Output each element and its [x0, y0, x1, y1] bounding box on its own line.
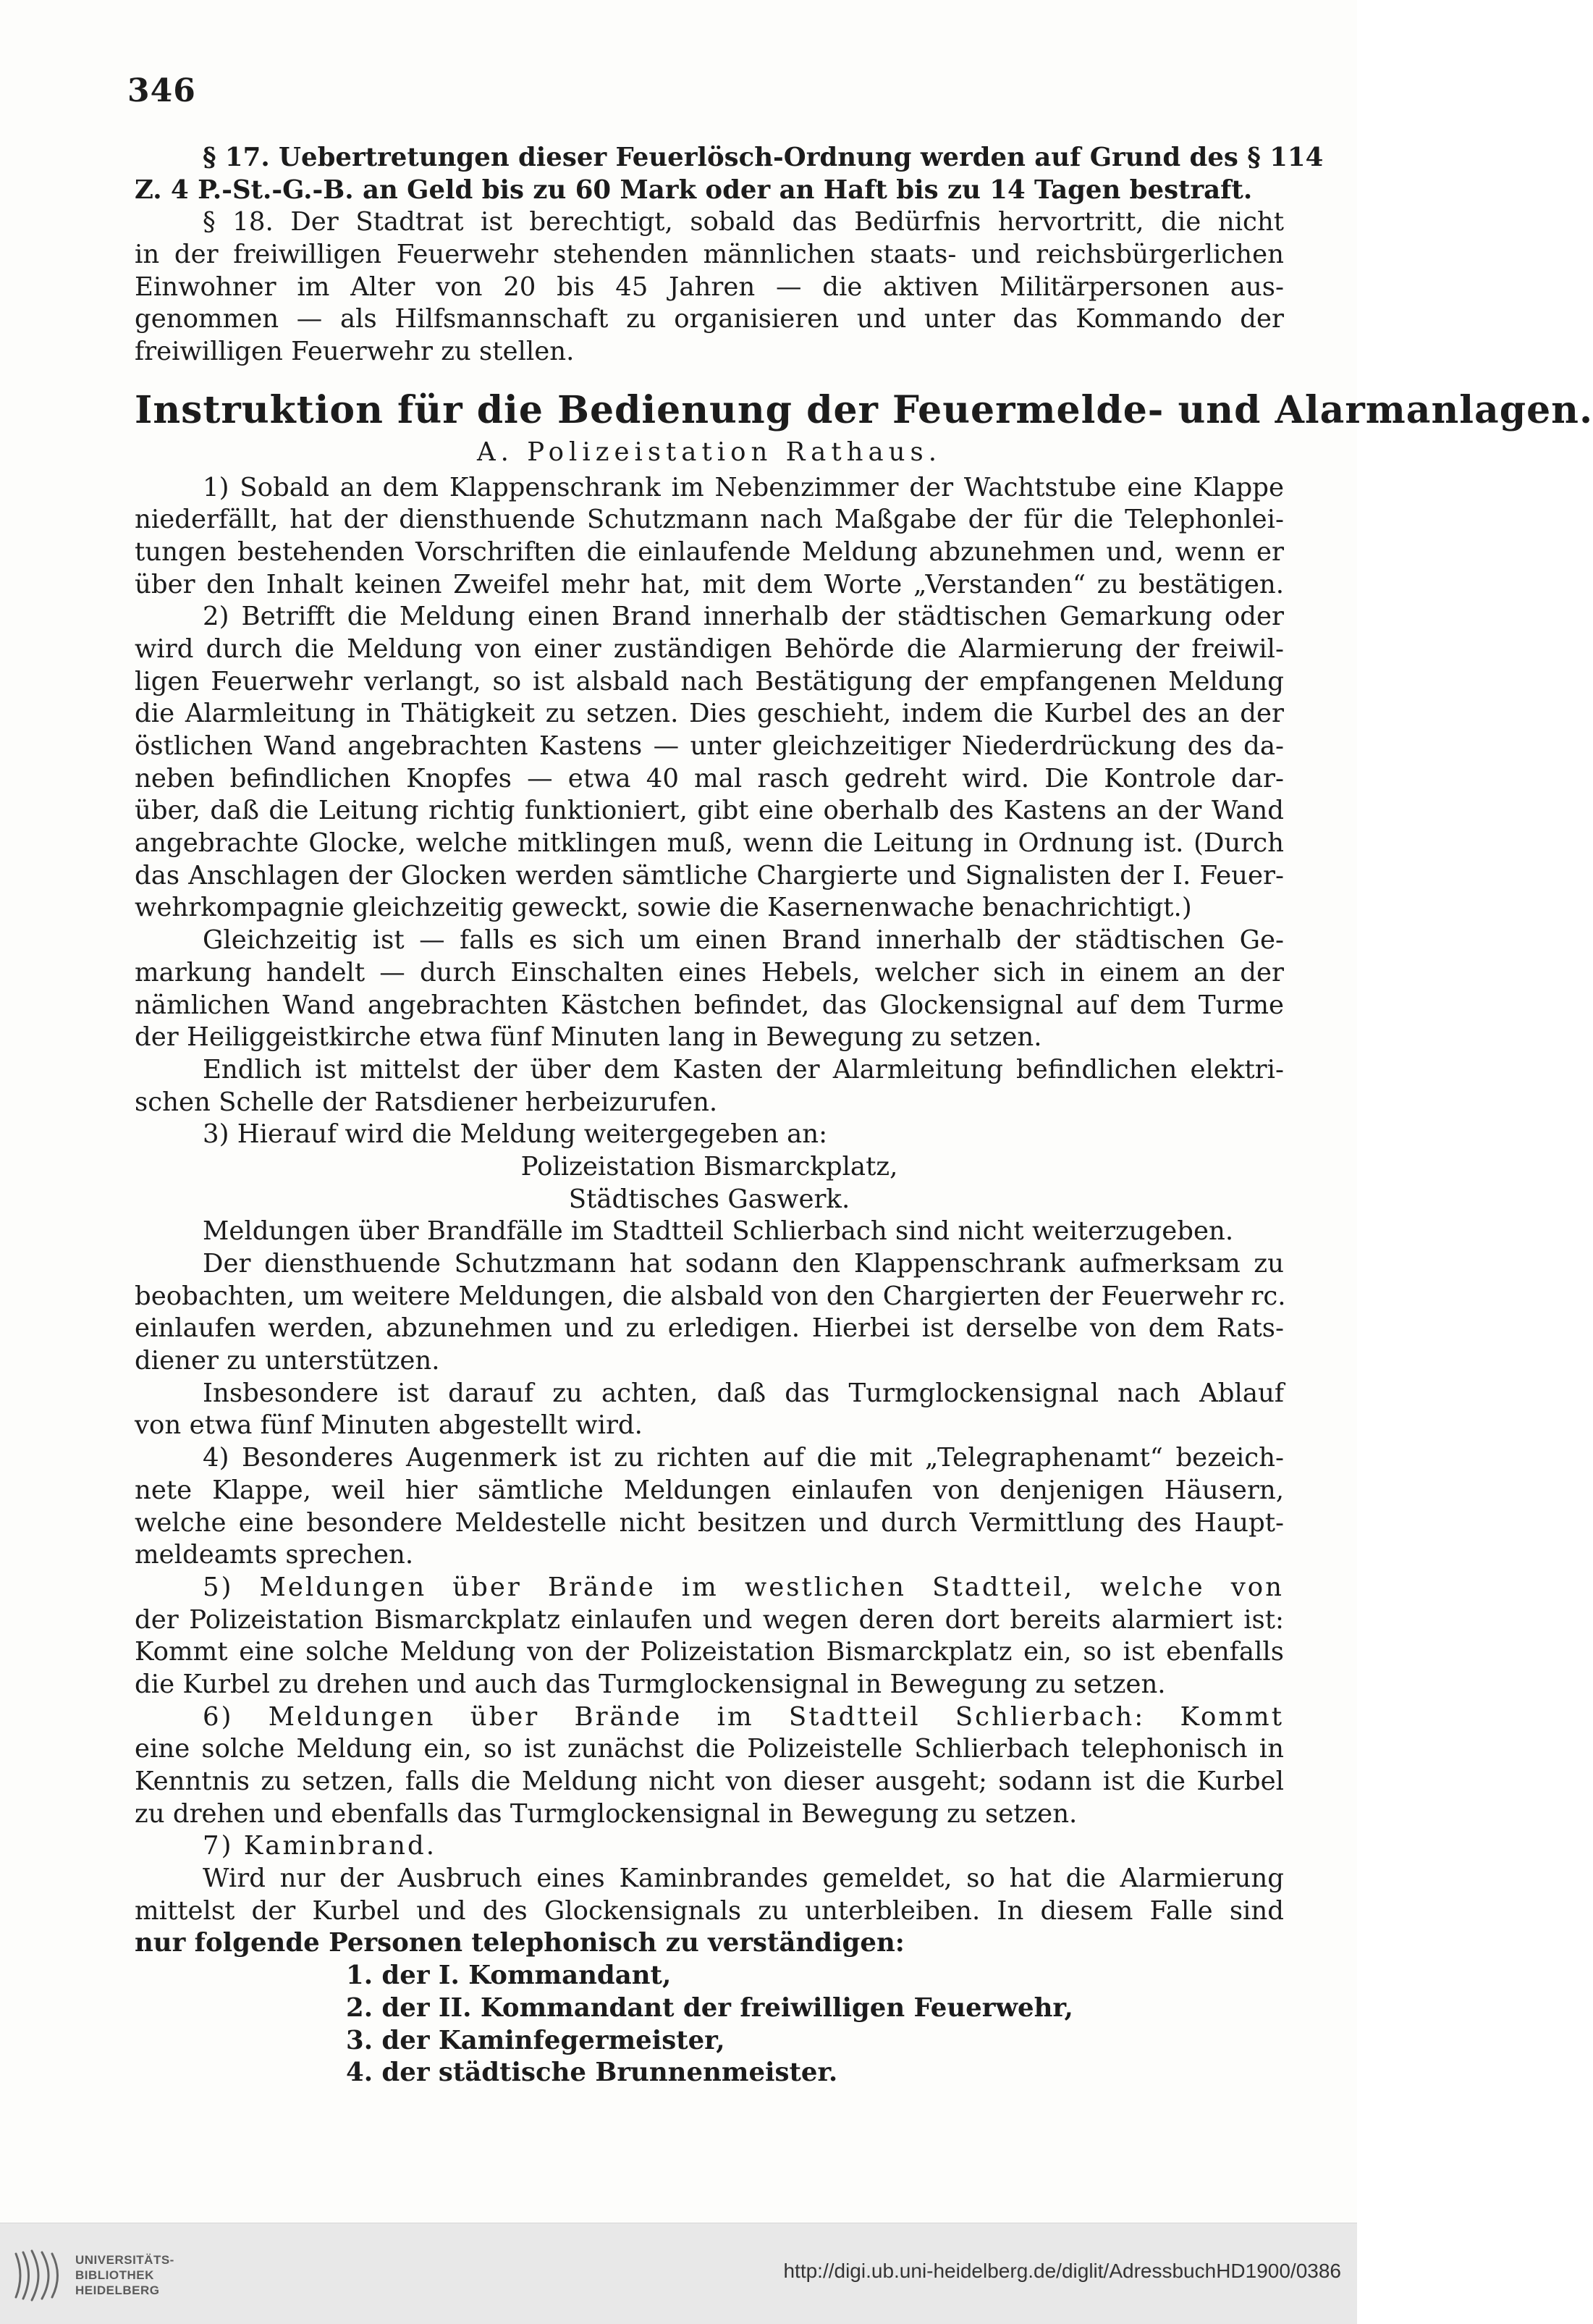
university-library-logo-icon [10, 2247, 67, 2303]
instruction-line: die Alarmleitung in Thätigkeit zu setzen. Dies geschieht, indem die Kurbel des an der [135, 699, 1284, 729]
instruction-line: Der diensthuende Schutzmann hat sodann den Klappenschrank aufmerksam zu [203, 1249, 1284, 1279]
instruction-2-continued [135, 925, 1284, 1054]
instruction-7 [135, 1830, 1284, 1960]
instruction-line: angebrachte Glocke, welche mitklingen muß, wenn die Leitung in Ordnung ist. (Durch [135, 828, 1284, 859]
instruction-5 [135, 1572, 1284, 1701]
instruction-line: der Polizeistation Bismarckplatz einlaufen und wegen deren dort bereits alarmiert ist: [135, 1604, 1284, 1635]
library-logo-text [75, 2252, 174, 2298]
instruction-line: von etwa fünf Minuten abgestellt wird. [135, 1410, 643, 1441]
paragraph-line: Z. 4 P.-St.-G.-B. an Geld bis zu 60 Mark oder an Haft bis zu 14 Tagen bestraft. [135, 174, 1253, 205]
logo-line: HEIDELBERG [75, 2283, 160, 2297]
instruction-line: niederfällt, hat der diensthuende Schutzmann nach Maßgabe der für die Telephonlei- [135, 505, 1284, 535]
recipient-line: Städtisches Gaswerk. [568, 1184, 850, 1214]
instruction-line: neben befindlichen Knopfes — etwa 40 mal rasch gedreht wird. Die Kontrole dar- [135, 763, 1284, 793]
instruction-line: östlichen Wand angebrachten Kastens — unter gleichzeitiger Niederdrückung des da- [135, 731, 1284, 761]
instruction-line: Endlich ist mittelst der über dem Kasten der Alarmleitung befindlichen elektri- [203, 1054, 1284, 1085]
footer-bar [0, 2223, 1357, 2324]
page-body [135, 142, 1593, 2089]
instruction-line: welche eine besondere Meldestelle nicht besitzen und durch Vermittlung des Haupt- [135, 1507, 1284, 1538]
instruction-6 [135, 1701, 1284, 1831]
instruction-line: nete Klappe, weil hier sämtliche Meldungen einlaufen von denjenigen Häusern, [135, 1475, 1284, 1505]
paragraph-line: § 17. Uebertretungen dieser Feuerlösch-Ordnung werden auf Grund des § 114 [203, 143, 1324, 172]
source-url-link[interactable]: http://digi.ub.uni-heidelberg.de/diglit/AdressbuchHD1900/0386 [783, 2260, 1341, 2282]
instruction-line: diener zu unterstützen. [135, 1346, 440, 1376]
instruction-line: 4) Besonderes Augenmerk ist zu richten auf die mit „Telegraphenamt“ bezeich- [203, 1443, 1284, 1473]
instruction-4 [135, 1442, 1284, 1572]
paragraph-line: genommen — als Hilfsmannschaft zu organisieren und unter das Kommando der [135, 304, 1284, 334]
paragraph-line: freiwilligen Feuerwehr zu stellen. [135, 337, 575, 367]
paragraph-line: in der freiwilligen Feuerwehr stehenden männlichen staats- und reichsbürgerlichen [135, 240, 1284, 270]
list-item: 4. der städtische Brunnenmeister. [346, 2058, 838, 2088]
instruction-line: über den Inhalt keinen Zweifel mehr hat, mit dem Worte „Verstanden“ zu bestätigen. [135, 569, 1284, 599]
instruction-line: schen Schelle der Ratsdiener herbeizurufen. [135, 1087, 718, 1117]
instruction-line: nämlichen Wand angebrachten Kästchen befindet, das Glockensignal auf dem Turme [135, 990, 1284, 1020]
paragraph-17 [135, 142, 1324, 206]
instruction-3 [135, 1119, 1284, 1442]
instruction-line: die Kurbel zu drehen und auch das Turmglockensignal in Bewegung zu setzen. [135, 1669, 1166, 1699]
instruction-line: Kommt eine solche Meldung von der Polizeistation Bismarckplatz ein, so ist ebenfalls [135, 1637, 1284, 1667]
instruction-line: Gleichzeitig ist — falls es sich um einen Brand innerhalb der städtischen Ge- [203, 925, 1284, 956]
paragraph-line: § 18. Der Stadtrat ist berechtigt, sobald das Bedürfnis hervortritt, die nicht [203, 207, 1284, 237]
instruction-line: tungen bestehenden Vorschriften die einlaufende Meldung abzunehmen und, wenn er [135, 536, 1284, 567]
logo-line: UNIVERSITÄTS- [75, 2253, 174, 2267]
instruction-line: über, daß die Leitung richtig funktioniert, gibt eine oberhalb des Kastens an der Wand [135, 796, 1284, 826]
paragraph-line: Einwohner im Alter von 20 bis 45 Jahren — die aktiven Militärpersonen aus- [135, 271, 1284, 302]
page-number: 346 [127, 72, 196, 109]
instruction-line: das Anschlagen der Glocken werden sämtliche Chargierte und Signalisten der I. Feuer- [135, 860, 1284, 891]
instruction-line: der Heiliggeistkirche etwa fünf Minuten lang in Bewegung zu setzen. [135, 1022, 1042, 1053]
instruction-line: 7) Kaminbrand. [203, 1831, 437, 1861]
instruction-line: 5) Meldungen über Brände im westlichen Stadtteil, welche von [203, 1572, 1284, 1602]
instruction-line: Meldungen über Brandfälle im Stadtteil Schlierbach sind nicht weiterzugeben. [203, 1216, 1234, 1247]
recipient-line: Polizeistation Bismarckplatz, [520, 1151, 898, 1182]
notify-list [135, 1960, 1284, 2089]
instruction-line: meldeamts sprechen. [135, 1540, 414, 1570]
section-heading: Instruktion für die Bedienung der Feuermelde- und Alarmanlagen. [135, 387, 1593, 432]
instruction-line: ligen Feuerwehr verlangt, so ist alsbald nach Bestätigung der empfangenen Meldung [135, 666, 1284, 696]
instruction-2-final [135, 1054, 1284, 1119]
logo-line: BIBLIOTHEK [75, 2268, 154, 2282]
instruction-line: Kenntnis zu setzen, falls die Meldung nicht von dieser ausgeht; sodann ist die Kurbel [135, 1767, 1284, 1796]
list-item: 3. der Kaminfegermeister, [346, 2025, 725, 2055]
instruction-1 [135, 472, 1284, 602]
instruction-line: einlaufen werden, abzunehmen und zu erledigen. Hierbei ist derselbe von dem Rats- [135, 1313, 1284, 1344]
instruction-line: 3) Hierauf wird die Meldung weitergegeben an: [203, 1119, 828, 1150]
instruction-line: nur folgende Personen telephonisch zu verständigen: [135, 1928, 905, 1958]
instruction-line: eine solche Meldung ein, so ist zunächst die Polizeistelle Schlierbach telephonisch in [135, 1734, 1284, 1764]
section-subheading: A. Polizeistation Rathaus. [477, 437, 942, 467]
instruction-line: wehrkompagnie gleichzeitig geweckt, sowie die Kasernenwache benachrichtigt.) [135, 893, 1192, 923]
instruction-line: beobachten, um weitere Meldungen, die alsbald von den Chargierten der Feuerwehr rc. [135, 1281, 1286, 1311]
instruction-line: Wird nur der Ausbruch eines Kaminbrandes gemeldet, so hat die Alarmierung [203, 1864, 1284, 1894]
instruction-line: 6) Meldungen über Brände im Stadtteil Schlierbach: Kommt [203, 1701, 1284, 1732]
paragraph-18 [135, 206, 1284, 368]
instruction-line: 2) Betrifft die Meldung einen Brand innerhalb der städtischen Gemarkung oder [203, 602, 1284, 632]
instruction-line: markung handelt — durch Einschalten eines Hebels, welcher sich in einem an der [135, 957, 1284, 988]
list-item: 2. der II. Kommandant der freiwilligen Feuerwehr, [346, 1992, 1073, 2023]
instruction-line: 1) Sobald an dem Klappenschrank im Nebenzimmer der Wachtstube eine Klappe [203, 472, 1284, 502]
instruction-line: Insbesondere ist darauf zu achten, daß das Turmglockensignal nach Ablauf [203, 1378, 1284, 1408]
instruction-line: wird durch die Meldung von einer zuständigen Behörde die Alarmierung der freiwil- [135, 633, 1284, 664]
instruction-2 [135, 601, 1284, 925]
instruction-line: mittelst der Kurbel und des Glockensignals zu unterbleiben. In diesem Falle sind [135, 1895, 1284, 1926]
list-item: 1. der I. Kommandant, [346, 1961, 672, 1991]
instruction-line: zu drehen und ebenfalls das Turmglockensignal in Bewegung zu setzen. [135, 1798, 1078, 1829]
